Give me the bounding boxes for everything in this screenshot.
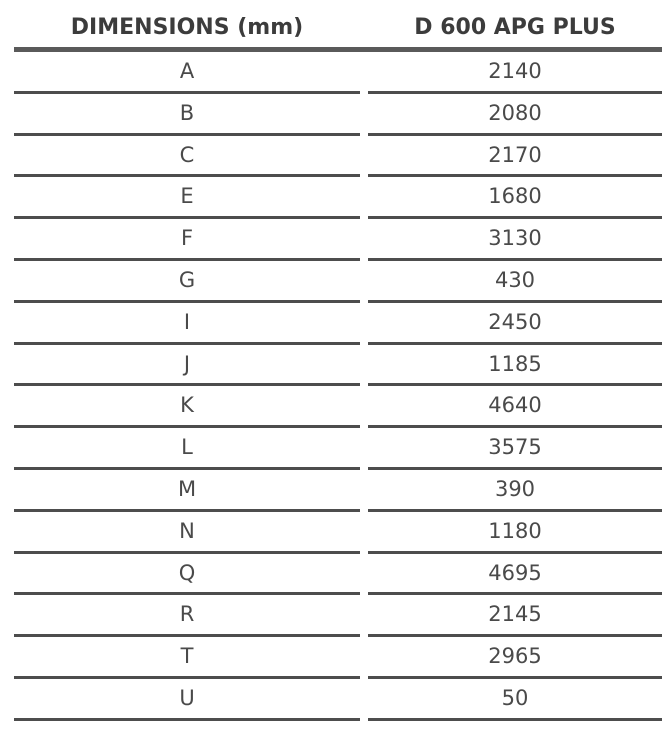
- row-divider: [368, 718, 662, 721]
- dimension-label: R: [179, 602, 195, 627]
- dimension-label: J: [183, 351, 191, 376]
- dimension-value: 50: [501, 685, 529, 710]
- table-body: [0, 52, 668, 721]
- table-row: [0, 94, 668, 136]
- dimension-value: 2170: [488, 142, 542, 167]
- row-divider: [14, 718, 360, 721]
- dimension-label: A: [179, 59, 195, 83]
- dimension-value: 2450: [488, 309, 542, 334]
- table-row: [0, 136, 668, 178]
- table-row: [0, 595, 668, 637]
- table-row: [0, 219, 668, 261]
- dimension-label: G: [178, 267, 196, 292]
- dimension-label: K: [180, 393, 194, 418]
- table-header: [0, 0, 668, 50]
- dimension-value: 2140: [488, 59, 542, 83]
- table-row: [0, 345, 668, 387]
- dimension-value: 430: [494, 267, 536, 292]
- dimension-label: M: [177, 476, 197, 501]
- table-row: [0, 386, 668, 428]
- dimension-label: T: [180, 644, 194, 669]
- dimension-label: U: [179, 685, 195, 710]
- table-row: [0, 470, 668, 512]
- table-row: [0, 428, 668, 470]
- dimension-value: 2080: [488, 100, 542, 125]
- table-row: [0, 512, 668, 554]
- dimension-value: 2145: [488, 602, 542, 627]
- dimension-value: 4695: [488, 560, 542, 585]
- dimension-value: 4640: [488, 393, 542, 418]
- dimension-value: 2965: [488, 644, 542, 669]
- table-row: [0, 637, 668, 679]
- dimension-label: I: [183, 309, 191, 334]
- dimension-label: C: [179, 142, 195, 167]
- column-header-model: D 600 APG PLUS: [414, 15, 616, 40]
- dimension-label: F: [180, 226, 194, 251]
- table-row: [0, 554, 668, 596]
- table-row: [0, 52, 668, 94]
- dimension-value: 3575: [488, 435, 542, 460]
- table-row: [0, 177, 668, 219]
- dimension-label: N: [179, 518, 195, 543]
- dimension-value: 3130: [488, 226, 542, 251]
- dimension-value: 1680: [488, 184, 542, 209]
- table-row: [0, 261, 668, 303]
- dimension-label: E: [180, 184, 194, 209]
- dimension-label: Q: [178, 560, 196, 585]
- dimension-label: L: [181, 435, 193, 460]
- dimension-value: 1185: [488, 351, 542, 376]
- table-row: [0, 303, 668, 345]
- dimension-value: 390: [494, 476, 536, 501]
- dimension-value: 1180: [488, 518, 542, 543]
- dimension-label: B: [179, 100, 195, 125]
- table-row: [0, 679, 668, 721]
- column-header-dimensions: DIMENSIONS (mm): [70, 15, 304, 40]
